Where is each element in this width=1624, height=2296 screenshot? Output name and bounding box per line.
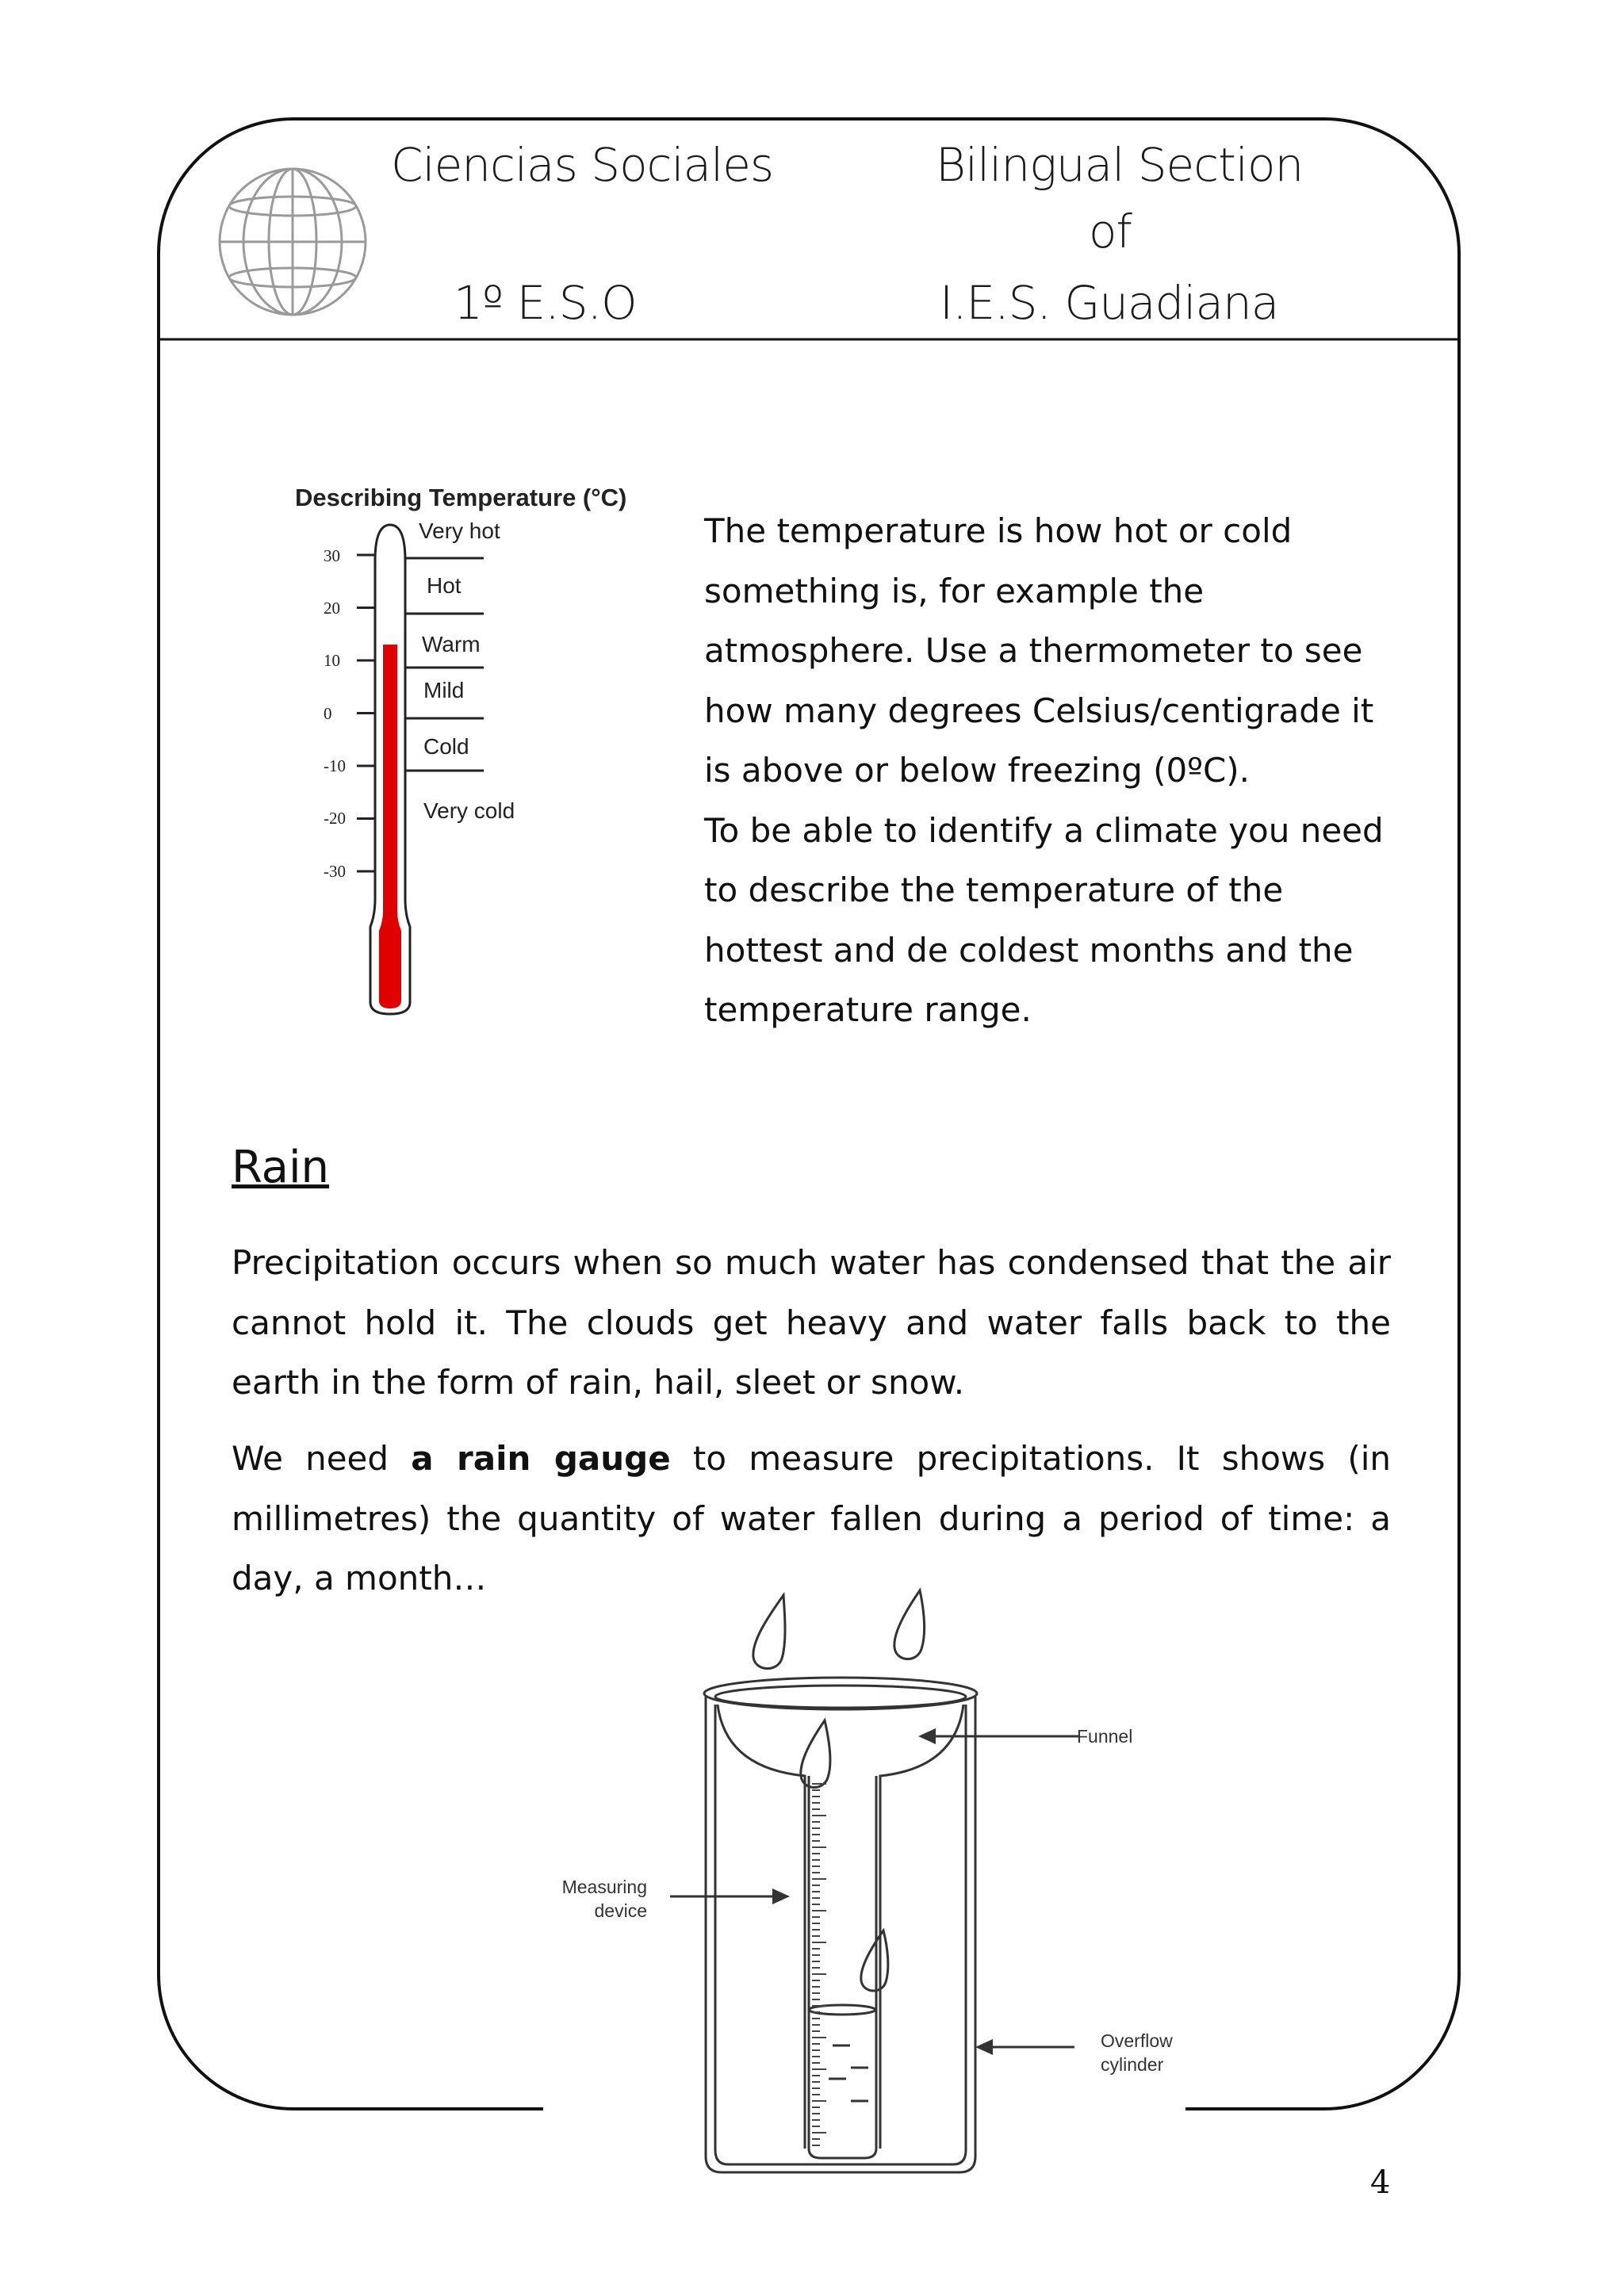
scale-label-minus-10: -10 (324, 756, 346, 775)
category-cold: Cold (423, 734, 469, 759)
rain-text-after: to measure precipitations. It shows (in millimetres) the quantity of water fallen during a period of time: a day, a month… (232, 1439, 1391, 1598)
scale-label-0: 0 (324, 704, 332, 723)
thermometer-figure (293, 471, 690, 1018)
school-name: I.E.S. Guadiana (940, 276, 1279, 330)
label-cylinder: cylinder (1101, 2054, 1164, 2075)
subject-title: Ciencias Sociales (391, 138, 774, 192)
category-mild: Mild (423, 678, 465, 702)
funnel-shape (718, 1705, 963, 2149)
temperature-paragraph (704, 501, 1402, 1040)
label-device: device (594, 1900, 647, 1921)
raindrop-icon (894, 1590, 925, 1659)
rain-paragraph-2 (232, 1429, 1391, 1609)
category-warm: Warm (422, 632, 481, 656)
category-very-cold: Very cold (423, 798, 515, 823)
raindrop-icon (861, 1931, 888, 1991)
section-of: of (1089, 205, 1132, 258)
course-label: 1º E.S.O (454, 276, 637, 330)
section-title: Bilingual Section (936, 138, 1304, 192)
temperature-text-2: To be able to identify a climate you need to describe the temperature of the hottest and de coldest months and the temperature range. (704, 810, 1384, 1029)
rain-gauge-term: a rain gauge (411, 1439, 671, 1478)
raindrop-icon (753, 1595, 785, 1669)
rain-text-before: We need (232, 1439, 412, 1478)
label-overflow: Overflow (1101, 2030, 1173, 2051)
thermometer-liquid (383, 645, 397, 915)
scale-label-minus-20: -20 (324, 809, 346, 828)
scale-label-30: 30 (324, 546, 340, 565)
category-hot: Hot (427, 573, 462, 598)
temperature-text-1: The temperature is how hot or cold something is, for example the atmosphere. Use a thermometer to see how many degrees Celsius/centigrade it is above or below freezing (0ºC). (704, 511, 1374, 790)
globe-icon (216, 165, 370, 319)
rain-paragraph-1: Precipitation occurs when so much water has condensed that the air cannot hold it. The clouds get heavy and water falls back to the earth in the form of rain, hail, sleet or snow. (232, 1243, 1391, 1402)
overflow-cylinder-shape (706, 1697, 975, 2172)
thermometer-title: Describing Temperature (°C) (295, 484, 627, 511)
thermometer-bulb (379, 911, 401, 1008)
rain-gauge-figure (539, 1586, 1189, 2188)
label-measuring: Measuring (561, 1877, 647, 1897)
rain-heading: Rain (232, 1142, 330, 1193)
page-number: 4 (1370, 2164, 1391, 2201)
category-very-hot: Very hot (419, 519, 500, 543)
scale-label-20: 20 (324, 599, 340, 618)
label-funnel: Funnel (1077, 1726, 1133, 1747)
scale-label-10: 10 (324, 651, 340, 670)
scale-label-minus-30: -30 (324, 862, 346, 881)
